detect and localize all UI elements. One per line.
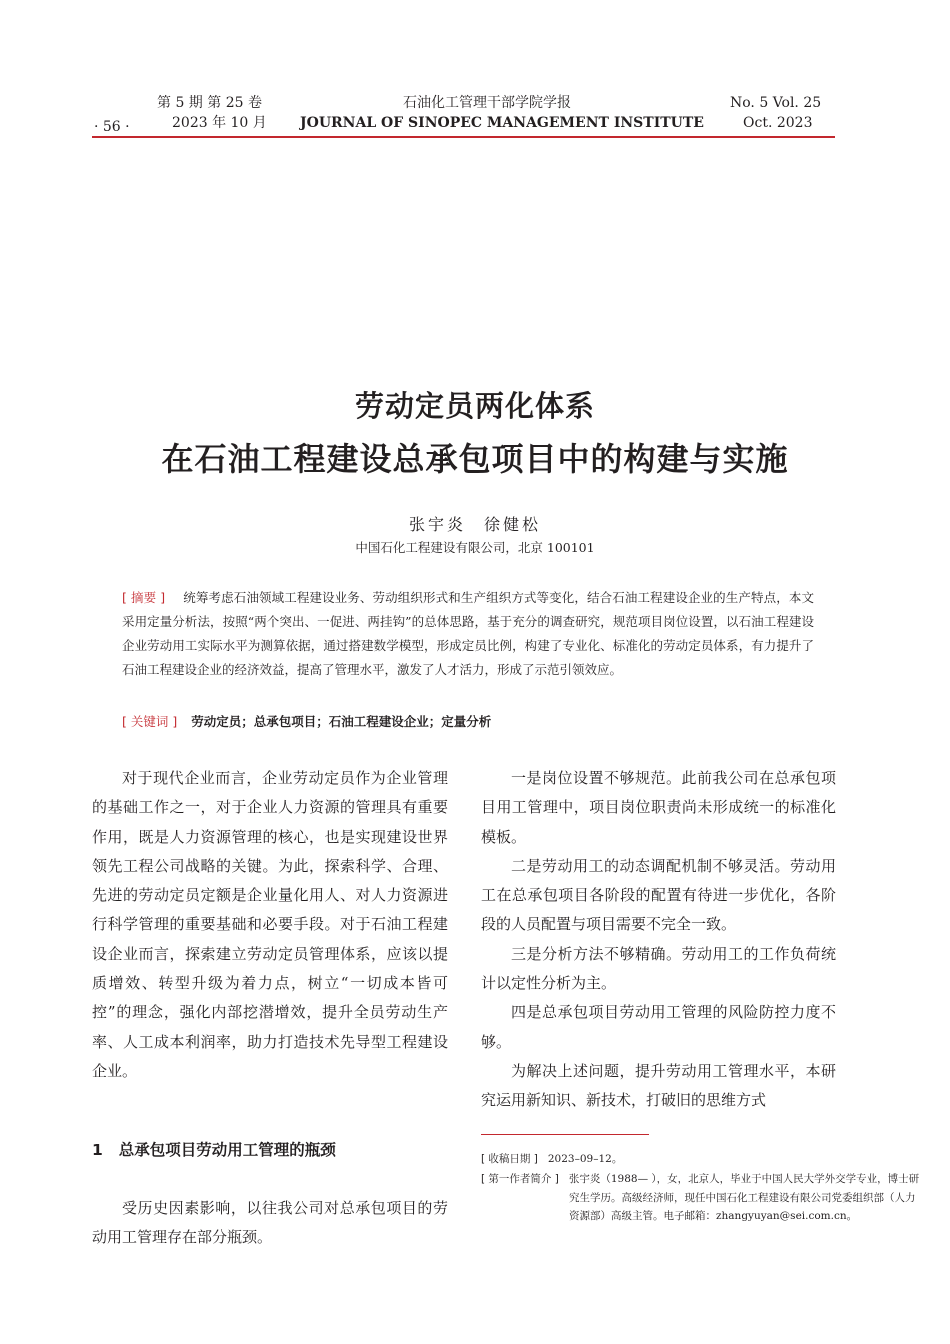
author-text: 张宇炎（1988— ），女，北京人，毕业于中国人民大学外交学专业，博士研究生学历。高级经济师，现任中国石化工程建设有限公司党委组织部（人力资源部）高级主管。电子邮箱：zhangyuyan@sei.com.cn。	[568, 1173, 920, 1222]
keywords-text: 劳动定员；总承包项目；石油工程建设企业；定量分析	[191, 714, 492, 729]
section-title: 总承包项目劳动用工管理的瓶颈	[118, 1141, 336, 1159]
page-number: · 56 ·	[94, 119, 130, 135]
body-paragraph: 为解决上述问题，提升劳动用工管理水平，本研究运用新知识、新技术，打破旧的思维方式	[481, 1061, 836, 1110]
header-journal-en: JOURNAL OF SINOPEC MANAGEMENT INSTITUTE	[300, 115, 704, 131]
section-heading	[92, 1138, 336, 1160]
article-title-line1: 劳动定员两化体系	[354, 389, 595, 423]
footnote-rule	[481, 1134, 649, 1135]
header-issue-cn: 第 5 期 第 25 卷	[157, 95, 262, 111]
header-journal-cn: 石油化工管理干部学院学报	[403, 95, 571, 111]
section-number: 1	[92, 1141, 103, 1159]
header-date-en: Oct. 2023	[743, 115, 813, 131]
body-paragraph: 三是分析方法不够精确。劳动用工的工作负荷统计以定性分析为主。	[481, 944, 836, 993]
article-affiliation: 中国石化工程建设有限公司，北京 100101	[355, 540, 595, 555]
body-paragraph: 受历史因素影响，以往我公司对总承包项目的劳动用工管理存在部分瓶颈。	[92, 1199, 448, 1247]
body-paragraph: 一是岗位设置不够规范。此前我公司在总承包项目用工管理中，项目岗位职责尚未形成统一的标准化模板。	[481, 769, 836, 846]
author-label: [ 第一作者简介 ]	[481, 1173, 559, 1185]
article-title-line2: 在石油工程建设总承包项目中的构建与实施	[161, 440, 789, 478]
abstract-label: [ 摘要 ]	[122, 590, 166, 605]
received-text: 2023–09–12。	[547, 1153, 623, 1165]
keywords	[122, 712, 814, 732]
body-right-column	[481, 764, 836, 1116]
footnote-author	[481, 1170, 925, 1226]
body-left-column	[92, 764, 448, 1086]
body-paragraph: 对于现代企业而言，企业劳动定员作为企业管理的基础工作之一，对于企业人力资源的管理具有重要作用，既是人力资源管理的核心，也是实现建设世界领先工程公司战略的关键。为此，探索科学、合理、先进的劳动定员定额是企业量化用人、对人力资源进行科学管理的重要基础和必要手段。对于石油工程建设企业而言，探索建立劳动定员管理体系，应该以提质增效、转型升级为着力点，树立“一切成本皆可控”的理念，强化内部挖潜增效，提升全员劳动生产率、人工成本利润率，助力打造技术先导型工程建设企业。	[92, 769, 448, 1080]
article-authors: 张宇炎 徐健松	[408, 515, 542, 534]
abstract-text: 统筹考虑石油领域工程建设业务、劳动组织形式和生产组织方式等变化，结合石油工程建设企业的生产特点，本文采用定量分析法，按照“两个突出、一促进、两挂钩”的总体思路，基于充分的调查研究，规范项目岗位设置，以石油工程建设企业劳动用工实际水平为测算依据，通过搭建数学模型，形成定员比例，构建了专业化、标准化的劳动定员体系，有力提升了石油工程建设企业的经济效益，提高了管理水平，激发了人才活力，形成了示范引领效应。	[122, 590, 814, 677]
footnote-received	[481, 1150, 837, 1169]
header-date-cn: 2023 年 10 月	[172, 115, 267, 131]
header-issue-en: No. 5 Vol. 25	[730, 95, 822, 111]
received-label: [ 收稿日期 ]	[481, 1153, 538, 1165]
body-paragraph: 四是总承包项目劳动用工管理的风险防控力度不够。	[481, 1003, 836, 1051]
abstract	[122, 586, 814, 682]
section-body	[92, 1194, 448, 1253]
body-paragraph: 二是劳动用工的动态调配机制不够灵活。劳动用工在总承包项目各阶段的配置有待进一步优化，各阶段的人员配置与项目需要不完全一致。	[481, 856, 836, 934]
header-rule	[92, 136, 835, 138]
keywords-label: [ 关键词 ]	[122, 714, 178, 729]
